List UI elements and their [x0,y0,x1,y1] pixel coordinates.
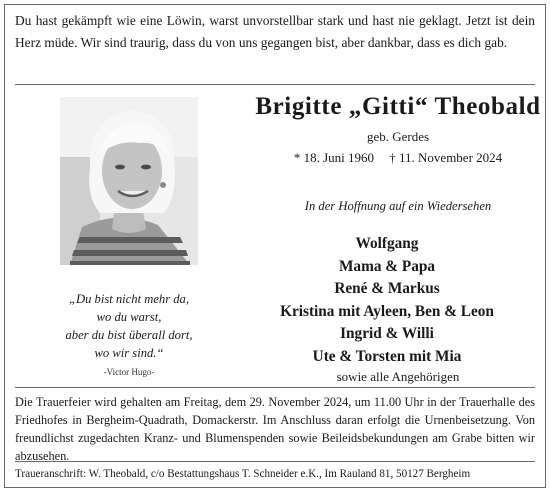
mourners-list [237,233,537,369]
quote-line: „Du bist nicht mehr da, [69,292,189,306]
death-date: † 11. November 2024 [389,150,503,165]
birth-date: * 18. Juni 1960 [293,150,375,165]
mourner: Wolfgang [355,235,419,252]
birth-name: geb. Gerdes [366,129,430,144]
quote-line: wo wir sind.“ [94,346,164,360]
intro-text: Du hast gekämpft wie eine Löwin, warst unvorstellbar stark und hast nie geklagt. Jetzt ist dein Herz müde. Wir sind traurig, dass du von uns gegangen bist, aber dankbar, dass es dich gab. [15,13,535,50]
hope-line: In der Hoffnung auf ein Wiedersehen [304,199,492,213]
life-dates [253,150,543,166]
divider-middle [15,387,535,388]
divider-top [15,84,535,85]
mourner: Ute & Torsten mit Mia [312,347,462,365]
other-relatives: sowie alle Angehörigen [336,369,460,384]
quote-line: aber du bist überall dort, [65,328,193,342]
mourning-address: Traueranschrift: W. Theobald, c/o Bestattungshaus T. Schneider e.K., Im Rauland 81, 50127 Bergheim [15,468,471,480]
quote [15,290,243,362]
deceased-name: Brigitte „Gitti“ Theobald [255,93,541,120]
quote-attribution: -Victor Hugo- [103,367,155,377]
mourner: Ingrid & Willi [340,325,434,343]
quote-line: wo du warst, [96,310,162,324]
portrait-photo [60,97,198,265]
mourner: Kristina mit Ayleen, Ben & Leon [280,302,494,320]
mourner: Mama & Papa [338,257,436,275]
obituary-notice [4,4,546,488]
divider-bottom [15,461,535,462]
ceremony-text: Die Trauerfeier wird gehalten am Freitag, dem 29. November 2024, um 11.00 Uhr in der Trauerhalle des Friedhofes in Bergheim-Quadrath, Domackerstr. Im Anschluss daran erfolgt die Urnenbeisetzung. Von freundlichst zugedachten Kranz- und Blumenspenden sowie Beileidsbekundungen am Grabe bitten wir abzusehen. [15,395,535,463]
mourner: René & Markus [334,280,440,298]
